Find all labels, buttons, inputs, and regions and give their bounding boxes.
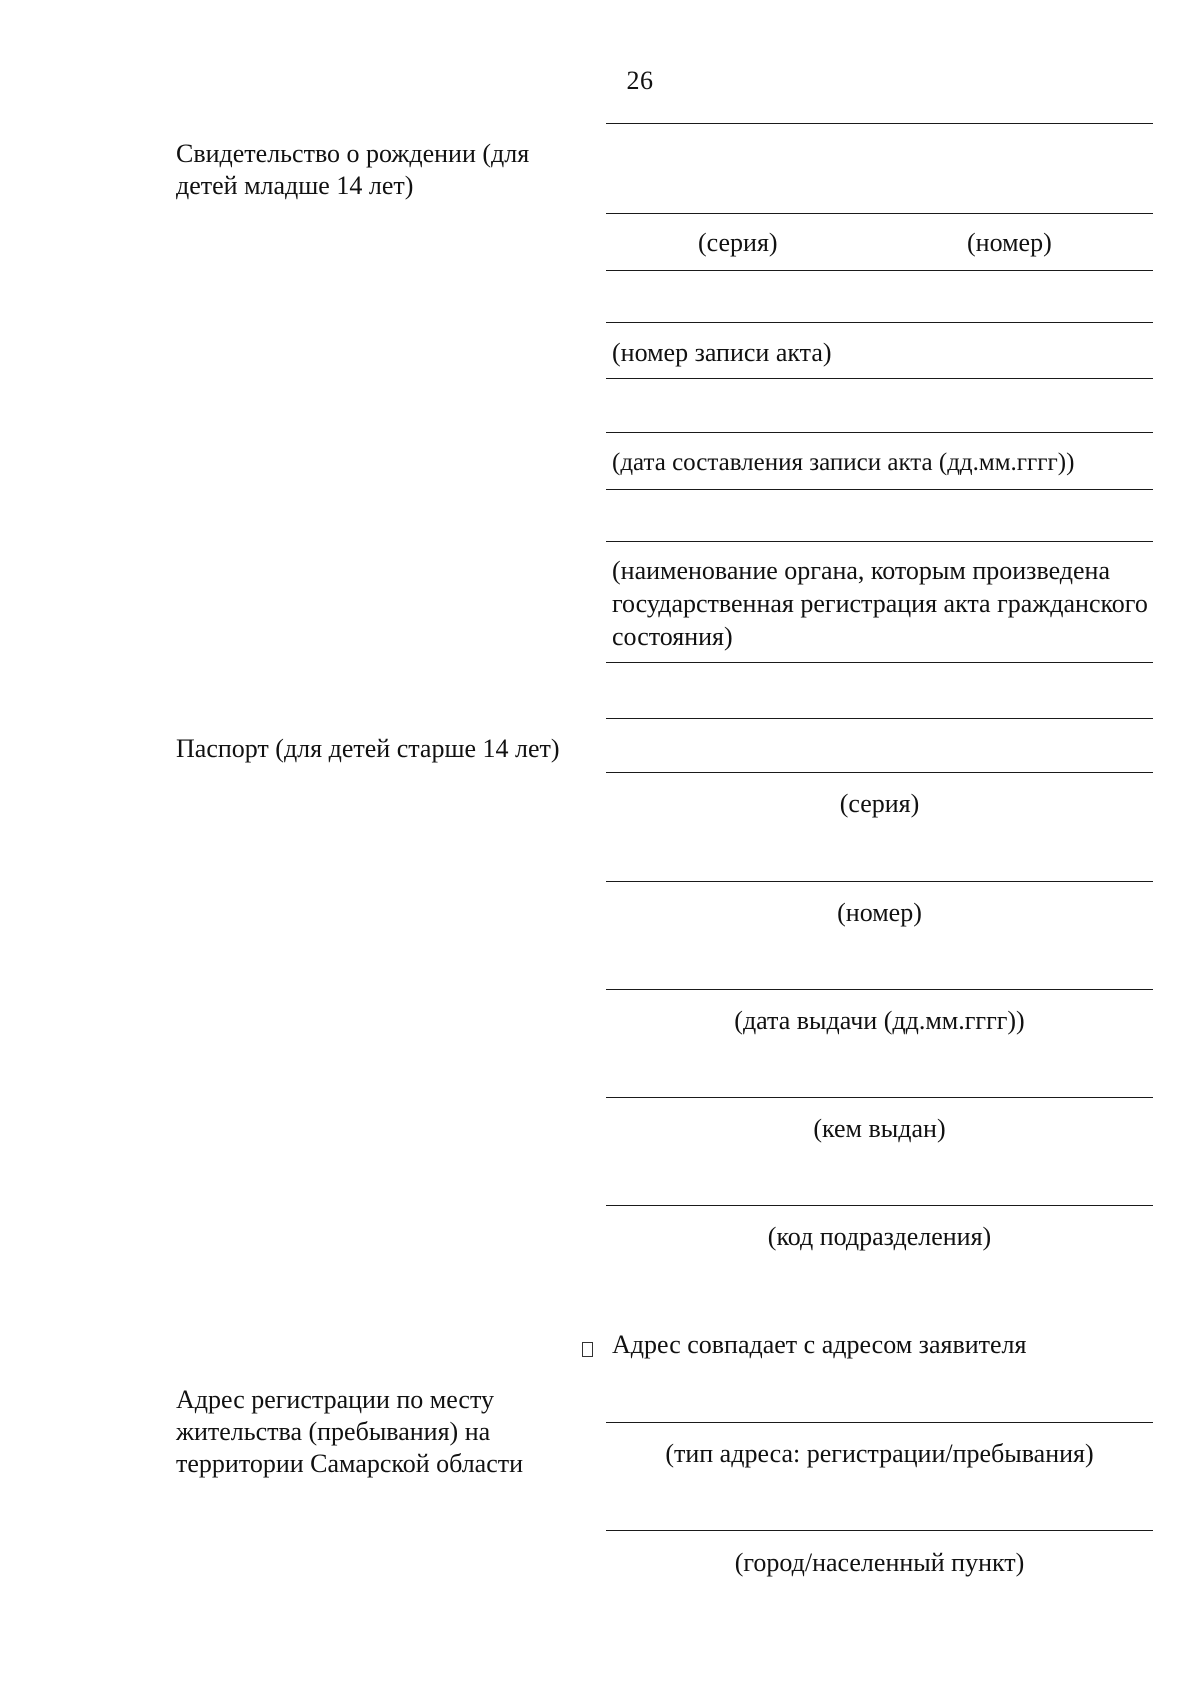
passport-number-field[interactable] [606, 881, 1153, 882]
record-date-field[interactable] [606, 432, 1153, 433]
passport-issued-by-caption: (кем выдан) [813, 1114, 946, 1143]
record-number-divider-rule [606, 378, 1153, 379]
passport-series-field[interactable] [606, 718, 1153, 719]
registration-authority-field[interactable] [606, 541, 1153, 542]
city-field[interactable] [606, 1530, 1153, 1531]
page-number: 26 [626, 66, 654, 95]
address-type-field[interactable] [606, 1422, 1153, 1423]
passport-series-caption: (серия) [839, 789, 920, 818]
passport-number-caption: (номер) [837, 898, 922, 927]
passport-division-code-caption: (код подразделения) [767, 1222, 992, 1251]
same-address-label: Адрес совпадает с адресом заявителя [612, 1330, 1027, 1359]
passport-label: Паспорт (для детей старше 14 лет) [176, 734, 560, 763]
passport-issue-date-caption: (дата выдачи (дд.мм.гггг)) [734, 1006, 1025, 1035]
birth-certificate-number-caption: (номер) [967, 228, 1052, 257]
birth-certificate-label: Свидетельство о рождении (для детей младше 14 лет) [176, 139, 530, 200]
birth-certificate-divider-rule [606, 270, 1153, 271]
birth-certificate-series-caption: (серия) [698, 228, 778, 257]
city-caption: (город/населенный пункт) [734, 1548, 1025, 1577]
registration-authority-divider-rule [606, 662, 1153, 663]
record-number-field[interactable] [606, 322, 1153, 323]
passport-series-rule [606, 772, 1153, 773]
birth-certificate-series-number-field[interactable] [606, 213, 1153, 214]
address-type-caption: (тип адреса: регистрации/пребывания) [665, 1439, 1094, 1468]
record-date-caption: (дата составления записи акта (дд.мм.гггг)) [612, 449, 1075, 476]
birth-certificate-top-rule [606, 123, 1153, 124]
passport-issued-by-field[interactable] [606, 1097, 1153, 1098]
registration-address-label: Адрес регистрации по месту жительства (пребывания) на территории Самарской области [176, 1385, 524, 1478]
record-number-caption: (номер записи акта) [612, 338, 832, 367]
passport-division-code-field[interactable] [606, 1205, 1153, 1206]
passport-issue-date-field[interactable] [606, 989, 1153, 990]
record-date-divider-rule [606, 489, 1153, 490]
same-address-checkbox[interactable] [582, 1342, 593, 1357]
registration-authority-caption: (наименование органа, которым произведена государственная регистрация акта гражданского состояния) [612, 556, 1148, 651]
